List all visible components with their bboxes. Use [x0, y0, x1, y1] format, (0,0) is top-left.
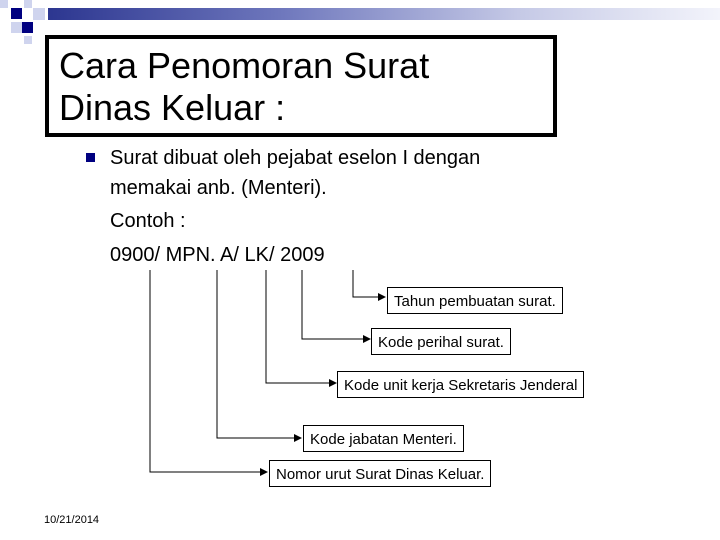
label-subject-code: Kode perihal surat. [371, 328, 511, 355]
page-title-line-2: Dinas Keluar : [59, 87, 286, 128]
bullet-text-line-2: memakai anb. (Menteri). [110, 177, 327, 199]
bullet-text-line-1: Surat dibuat oleh pejabat eselon I dengan [110, 147, 481, 169]
label-sequence-number: Nomor urut Surat Dinas Keluar. [269, 460, 491, 487]
label-position-code: Kode jabatan Menteri. [303, 425, 464, 452]
example-number: 0900/ MPN. A/ LK/ 2009 [110, 244, 325, 266]
slide-date: 10/21/2014 [44, 514, 100, 526]
connector-year [353, 270, 385, 297]
page-title-line-1: Cara Penomoran Surat [59, 45, 430, 86]
label-year: Tahun pembuatan surat. [387, 287, 563, 314]
connector-sequence [150, 270, 267, 472]
example-label: Contoh : [110, 210, 186, 232]
connector-unit [266, 270, 336, 383]
label-unit-code: Kode unit kerja Sekretaris Jenderal [337, 371, 584, 398]
connector-subject [302, 270, 370, 339]
connector-position [217, 270, 301, 438]
